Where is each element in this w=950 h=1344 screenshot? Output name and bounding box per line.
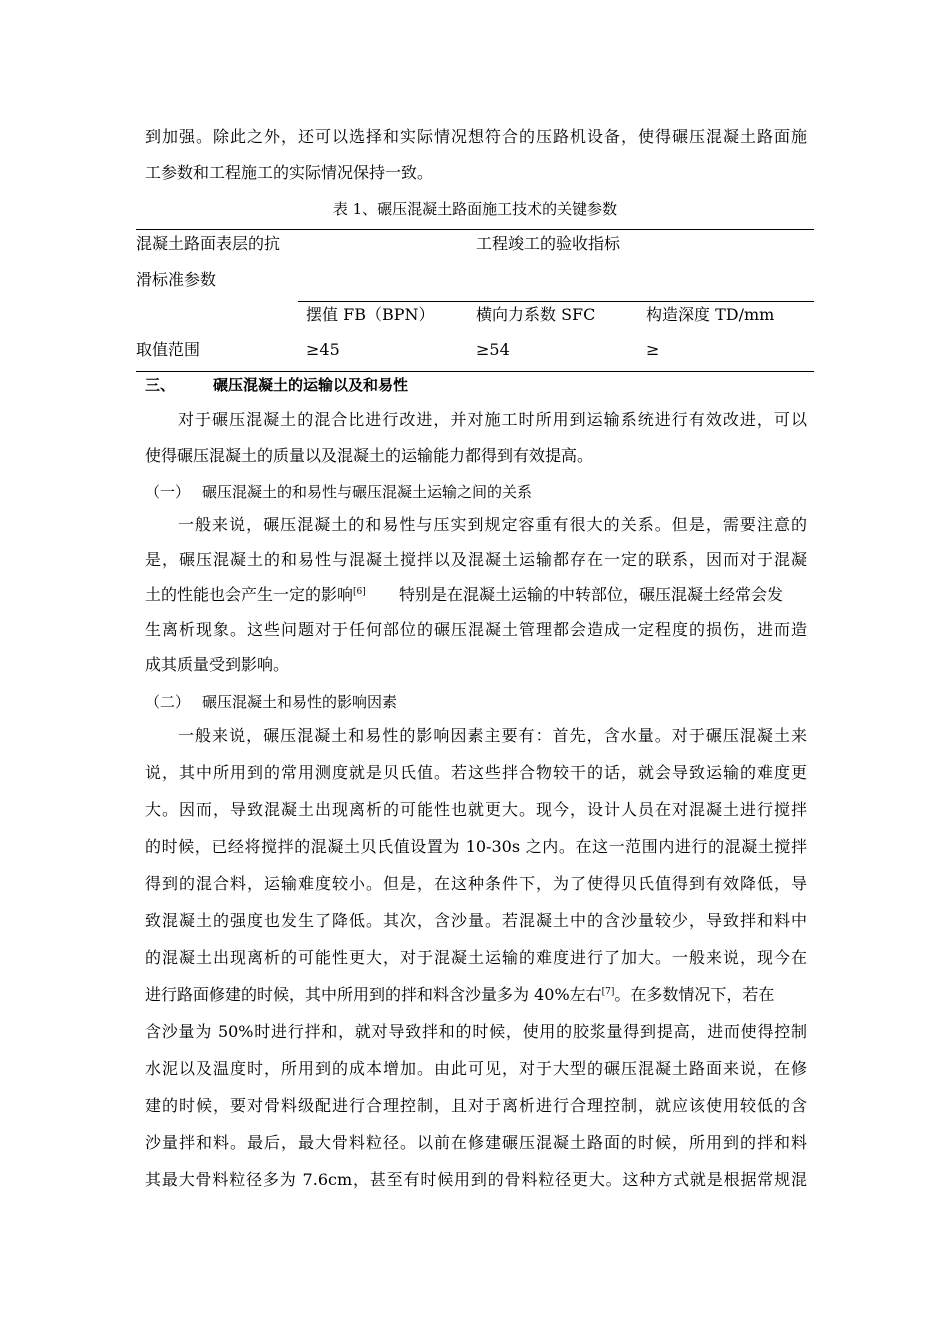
- sub1-line-5: 成其质量受到影响。: [145, 655, 290, 674]
- sub1-line-2: 是，碾压混凝土的和易性与混凝土搅拌以及混凝土运输都存在一定的联系，因而对于混凝: [145, 550, 807, 569]
- sub2-line-8-text: 进行路面修建的时候，其中所用到的拌和料含沙量多为 40%左右: [145, 985, 602, 1004]
- table-bottom-rule: [136, 371, 814, 372]
- sub2-line-10: 水泥以及温度时，所用到的成本增加。由此可见，对于大型的碾压混凝土路面来说，在修: [145, 1059, 807, 1078]
- citation-6: [6]: [353, 587, 366, 597]
- table-col-header-fb: 摆值 FB（BPN）: [306, 305, 435, 324]
- table-col-header-sfc: 横向力系数 SFC: [476, 305, 596, 324]
- sub2-title: 碾压混凝土和易性的影响因素: [202, 693, 398, 711]
- intro-line-2: 工参数和工程施工的实际情况保持一致。: [145, 163, 434, 182]
- section3-para-line-1: 对于碾压混凝土的混合比进行改进，并对施工时所用到运输系统进行有效改进，可以: [178, 410, 807, 429]
- sub2-line-12: 沙量拌和料。最后，最大骨料粒径。以前在修建碾压混凝土路面的时候，所用到的拌和料: [145, 1133, 807, 1152]
- sub1-line-3b: 特别是在混凝土运输的中转部位，碾压混凝土经常会发: [399, 585, 784, 604]
- sub2-line-9: 含沙量为 50%时进行拌和，就对导致拌和的时候，使用的胶浆量得到提高，进而使得控制: [145, 1022, 807, 1041]
- sub2-line-7: 的混凝土出现离析的可能性更大，对于混凝土运输的难度进行了加大。一般来说，现今在: [145, 948, 807, 967]
- sub2-line-1: 一般来说，碾压混凝土和易性的影响因素主要有：首先，含水量。对于碾压混凝土来: [178, 726, 807, 745]
- sub2-line-6: 致混凝土的强度也发生了降低。其次，含沙量。若混凝土中的含沙量较少，导致拌和料中: [145, 911, 807, 930]
- section3-para-line-2: 使得碾压混凝土的质量以及混凝土的运输能力都得到有效提高。: [145, 446, 594, 465]
- sub1-line-3: [145, 585, 366, 605]
- table-cell-td: ≥: [646, 340, 660, 359]
- sub1-line-4: 生离析现象。这些问题对于任何部位的碾压混凝土管理都会造成一定程度的损伤，进而造: [145, 620, 807, 639]
- section3-title: 碾压混凝土的运输以及和易性: [213, 376, 409, 394]
- sub2-line-11: 建的时候，要对骨料级配进行合理控制，且对于离析进行合理控制，就应该使用较低的含: [145, 1096, 807, 1115]
- intro-line-1: 到加强。除此之外，还可以选择和实际情况想符合的压路机设备，使得碾压混凝土路面施: [145, 127, 807, 146]
- table-row-label: 取值范围: [136, 340, 201, 359]
- table-mid-rule: [298, 301, 814, 302]
- sub2-line-8-tail: 。在多数情况下，若在: [614, 985, 775, 1004]
- table-header-left-line2: 滑标准参数: [136, 270, 217, 289]
- table-cell-sfc: ≥54: [476, 340, 510, 359]
- sub1-line-1: 一般来说，碾压混凝土的和易性与压实到规定容重有很大的关系。但是，需要注意的: [178, 515, 807, 534]
- sub2-line-8: [145, 985, 774, 1005]
- sub2-line-2: 说，其中所用到的常用测度就是贝氏值。若这些拌合物较干的话，就会导致运输的难度更: [145, 763, 807, 782]
- sub1-number: （一）: [145, 483, 191, 501]
- sub1-line-3-text: 土的性能也会产生一定的影响: [145, 585, 354, 604]
- table-header-left-line1: 混凝土路面表层的抗: [136, 234, 281, 253]
- sub2-line-13: 其最大骨料粒径多为 7.6cm，甚至有时候用到的骨料粒径更大。这种方式就是根据常规混: [145, 1170, 807, 1189]
- table-caption: 表 1、碾压混凝土路面施工技术的关键参数: [332, 200, 618, 218]
- table-header-right: 工程竣工的验收指标: [476, 234, 621, 253]
- sub1-title: 碾压混凝土的和易性与碾压混凝土运输之间的关系: [202, 483, 533, 501]
- citation-7: [7]: [601, 987, 615, 997]
- section3-number: 三、: [145, 376, 176, 394]
- sub2-line-5: 得到的混合料，运输难度较小。但是，在这种条件下，为了使得贝氏值得到有效降低，导: [145, 874, 807, 893]
- sub2-line-3: 大。因而，导致混凝土出现离析的可能性也就更大。现今，设计人员在对混凝土进行搅拌: [145, 800, 807, 819]
- table-top-rule: [136, 229, 814, 230]
- table-cell-fb: ≥45: [306, 340, 340, 359]
- sub2-number: （二）: [145, 693, 191, 711]
- sub2-line-4: 的时候，已经将搅拌的混凝土贝氏值设置为 10-30s 之内。在这一范围内进行的混凝土搅拌: [145, 837, 807, 856]
- table-col-header-td: 构造深度 TD/mm: [646, 305, 775, 324]
